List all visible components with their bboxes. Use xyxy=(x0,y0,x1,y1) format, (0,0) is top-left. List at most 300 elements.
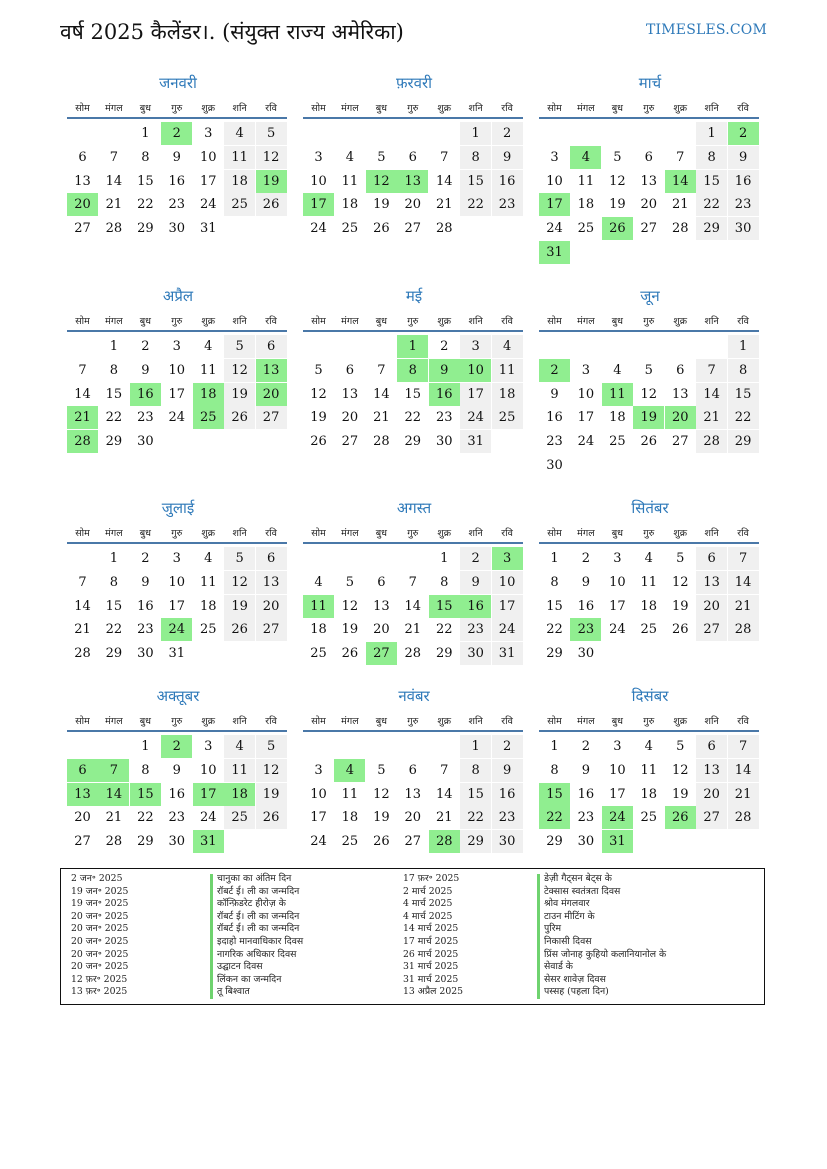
day-cell: 23 xyxy=(728,193,759,216)
day-cell: 8 xyxy=(728,359,759,382)
weekday-header: गुरु xyxy=(171,528,183,539)
day-cell: 16 xyxy=(492,170,523,193)
day-cell: 29 xyxy=(696,217,727,240)
day-cell: 27 xyxy=(671,434,689,450)
day-cell: 18 xyxy=(199,598,217,614)
month-name: जनवरी xyxy=(159,74,197,92)
month-name: अक्तूबर xyxy=(156,687,200,705)
day-cell: 28 xyxy=(728,806,759,829)
note-date: 2 जन॰ 2025 xyxy=(71,873,123,884)
day-cell: 5 xyxy=(377,762,386,778)
day-cell: 6 xyxy=(67,759,98,782)
day-cell: 29 xyxy=(105,646,123,662)
weekday-header: गुरु xyxy=(643,528,655,539)
weekday-header: रवि xyxy=(265,528,277,539)
day-cell: 9 xyxy=(581,574,591,590)
day-cell: 10 xyxy=(460,359,491,382)
day-cell: 30 xyxy=(137,434,154,450)
day-cell: 27 xyxy=(256,618,287,641)
day-cell: 13 xyxy=(373,598,390,614)
day-cell: 15 xyxy=(429,595,460,618)
month-block xyxy=(67,498,289,688)
weekday-header: बुध xyxy=(375,528,387,539)
weekday-header: गुरु xyxy=(171,103,183,114)
day-cell: 21 xyxy=(404,622,422,638)
day-cell: 4 xyxy=(570,146,601,169)
month-name: मार्च xyxy=(638,74,662,92)
day-cell: 14 xyxy=(728,571,759,594)
day-cell: 16 xyxy=(460,595,491,618)
day-cell: 24 xyxy=(310,221,327,237)
day-cell: 1 xyxy=(460,122,491,145)
day-cell: 28 xyxy=(373,434,390,450)
day-cell: 6 xyxy=(408,149,417,165)
day-cell: 28 xyxy=(728,618,759,641)
day-cell: 16 xyxy=(577,786,595,802)
day-cell: 11 xyxy=(199,574,217,590)
month-block xyxy=(539,286,761,476)
day-cell: 29 xyxy=(546,834,563,850)
day-cell: 20 xyxy=(373,622,390,638)
day-cell: 30 xyxy=(546,458,563,473)
day-cell: 25 xyxy=(199,622,217,638)
month-block xyxy=(303,73,525,263)
day-cell: 9 xyxy=(492,759,523,782)
day-cell: 4 xyxy=(345,149,355,165)
day-cell: 15 xyxy=(137,173,154,189)
day-cell: 16 xyxy=(130,383,161,406)
month-block xyxy=(67,686,289,876)
day-cell: 12 xyxy=(609,173,626,189)
day-cell: 26 xyxy=(224,618,255,641)
day-cell: 9 xyxy=(429,359,460,382)
note-date: 4 मार्च 2025 xyxy=(403,898,453,910)
header-divider xyxy=(67,730,287,732)
day-cell: 28 xyxy=(404,646,422,662)
day-cell: 7 xyxy=(728,547,759,570)
day-cell: 21 xyxy=(435,810,453,826)
page-title: वर्ष 2025 कैलेंडर।. (संयुक्त राज्य अमेरिका) xyxy=(60,20,404,44)
note-date: 14 मार्च 2025 xyxy=(403,923,459,935)
day-cell: 7 xyxy=(676,149,685,165)
day-cell: 30 xyxy=(728,217,759,240)
day-cell: 12 xyxy=(671,762,689,778)
day-cell: 4 xyxy=(224,122,255,145)
day-cell: 20 xyxy=(696,595,727,618)
weekday-header: गुरु xyxy=(643,316,655,327)
weekday-header: बुध xyxy=(611,716,623,727)
day-cell: 18 xyxy=(609,410,626,426)
month-block xyxy=(303,686,525,876)
day-cell: 13 xyxy=(696,759,727,782)
day-cell: 8 xyxy=(460,146,491,169)
day-cell: 9 xyxy=(460,571,491,594)
day-cell: 25 xyxy=(492,406,523,429)
day-cell: 21 xyxy=(671,197,689,213)
day-cell: 14 xyxy=(696,383,727,406)
day-cell: 21 xyxy=(74,622,91,638)
day-cell: 20 xyxy=(67,193,98,216)
day-cell: 11 xyxy=(602,383,633,406)
day-cell: 14 xyxy=(404,598,422,614)
day-cell: 25 xyxy=(341,834,359,850)
day-cell: 23 xyxy=(492,193,523,216)
day-cell: 18 xyxy=(577,197,595,213)
day-cell: 5 xyxy=(256,735,287,758)
day-cell: 27 xyxy=(74,221,91,237)
weekday-header: मंगल xyxy=(105,528,123,539)
note-date: 20 जन॰ 2025 xyxy=(71,961,129,973)
header-divider xyxy=(539,730,759,732)
day-cell: 5 xyxy=(314,362,323,378)
day-cell: 31 xyxy=(602,830,633,853)
weekday-header: गुरु xyxy=(407,316,419,327)
day-cell: 10 xyxy=(577,386,595,402)
day-cell: 8 xyxy=(141,149,150,165)
weekday-header: सोम xyxy=(547,716,562,727)
day-cell: 14 xyxy=(665,170,696,193)
day-cell: 17 xyxy=(168,598,186,614)
day-cell: 3 xyxy=(613,551,622,566)
day-cell: 2 xyxy=(728,122,759,145)
day-cell: 23 xyxy=(137,622,154,638)
day-cell: 14 xyxy=(435,786,453,802)
day-cell: 1 xyxy=(397,335,428,358)
day-cell: 12 xyxy=(366,170,397,193)
day-cell: 24 xyxy=(546,221,563,237)
day-cell: 10 xyxy=(310,786,327,802)
day-cell: 19 xyxy=(373,810,390,826)
weekday-header: गुरु xyxy=(171,316,183,327)
weekday-header: मंगल xyxy=(341,316,359,327)
day-cell: 8 xyxy=(109,362,119,378)
note-event: कॉन्फ़िडरेट हीरोज़ के xyxy=(217,898,286,910)
header-divider xyxy=(303,330,523,332)
day-cell: 15 xyxy=(460,170,491,193)
day-cell: 9 xyxy=(172,149,181,165)
weekday-header: शुक्र xyxy=(437,716,452,727)
day-cell: 30 xyxy=(168,834,186,850)
day-cell: 10 xyxy=(609,762,626,778)
header-divider xyxy=(539,542,759,544)
weekday-header: सोम xyxy=(311,528,326,539)
weekday-header: सोम xyxy=(75,528,90,539)
note-event: डेज़ी गैट्सन बेट्स के xyxy=(544,873,612,884)
day-cell: 18 xyxy=(224,783,255,806)
day-cell: 2 xyxy=(440,339,449,354)
weekday-header: शुक्र xyxy=(673,103,688,114)
day-cell: 7 xyxy=(408,574,417,590)
header-divider xyxy=(67,542,287,544)
day-cell: 18 xyxy=(492,383,523,406)
day-cell: 15 xyxy=(130,783,161,806)
weekday-header: सोम xyxy=(547,316,562,327)
day-cell: 27 xyxy=(404,221,422,237)
day-cell: 21 xyxy=(105,197,123,213)
day-cell: 1 xyxy=(141,126,150,141)
day-cell: 17 xyxy=(609,786,626,802)
day-cell: 17 xyxy=(577,410,595,426)
day-cell: 24 xyxy=(609,622,626,638)
weekday-header: शनि xyxy=(468,716,483,727)
note-event: रॉबर्ट ई। ली का जन्मदिन xyxy=(217,910,300,922)
day-cell: 27 xyxy=(366,642,397,665)
day-cell: 8 xyxy=(550,762,559,778)
weekday-header: रवि xyxy=(265,716,277,727)
day-cell: 22 xyxy=(105,410,123,426)
day-cell: 6 xyxy=(78,149,87,165)
day-cell: 23 xyxy=(435,410,453,426)
day-cell: 11 xyxy=(577,173,595,189)
weekday-header: मंगल xyxy=(577,316,595,327)
day-cell: 13 xyxy=(67,783,98,806)
day-cell: 30 xyxy=(492,830,523,853)
day-cell: 5 xyxy=(644,362,653,378)
weekday-header: रवि xyxy=(265,103,277,114)
note-date: 17 मार्च 2025 xyxy=(403,935,459,947)
day-cell: 10 xyxy=(168,574,186,590)
day-cell: 18 xyxy=(310,622,327,638)
day-cell: 26 xyxy=(341,646,359,662)
day-cell: 29 xyxy=(460,830,491,853)
day-cell: 2 xyxy=(581,739,591,754)
day-cell: 26 xyxy=(671,622,689,638)
day-cell: 19 xyxy=(256,783,287,806)
day-cell: 10 xyxy=(168,362,186,378)
day-cell: 14 xyxy=(728,759,759,782)
day-cell: 15 xyxy=(105,386,123,402)
day-cell: 30 xyxy=(137,646,154,662)
weekday-header: बुध xyxy=(611,316,623,327)
day-cell: 14 xyxy=(435,173,453,189)
note-event: सेसर शावेज़ दिवस xyxy=(544,973,606,985)
day-cell: 30 xyxy=(577,834,595,850)
note-event: पस्सह (पहला दिन) xyxy=(544,986,609,998)
day-cell: 16 xyxy=(429,383,460,406)
note-event: निकासी दिवस xyxy=(544,935,592,947)
day-cell: 11 xyxy=(199,362,217,378)
day-cell: 9 xyxy=(141,362,150,378)
day-cell: 28 xyxy=(105,834,123,850)
day-cell: 31 xyxy=(193,830,224,853)
weekday-header: बुध xyxy=(611,528,623,539)
day-cell: 19 xyxy=(256,170,287,193)
notes-divider-2 xyxy=(537,874,540,999)
day-cell: 2 xyxy=(460,547,491,570)
day-cell: 22 xyxy=(539,806,570,829)
month-name: फ़रवरी xyxy=(395,74,433,92)
day-cell: 3 xyxy=(550,149,559,165)
note-event: रॉबर्ट ई। ली का जन्मदिन xyxy=(217,923,300,935)
day-cell: 3 xyxy=(492,547,523,570)
weekday-header: शुक्र xyxy=(673,716,688,727)
day-cell: 24 xyxy=(199,810,217,826)
day-cell: 18 xyxy=(193,383,224,406)
day-cell: 16 xyxy=(168,786,186,802)
day-cell: 15 xyxy=(105,598,123,614)
day-cell: 17 xyxy=(303,193,334,216)
day-cell: 21 xyxy=(105,810,123,826)
weekday-header: सोम xyxy=(75,103,90,114)
day-cell: 13 xyxy=(256,359,287,382)
day-cell: 12 xyxy=(310,386,327,402)
day-cell: 13 xyxy=(397,170,428,193)
day-cell: 24 xyxy=(168,410,186,426)
month-name: जून xyxy=(640,287,660,305)
weekday-header: शुक्र xyxy=(201,528,216,539)
month-name: सितंबर xyxy=(631,499,669,517)
weekday-header: शनि xyxy=(704,103,719,114)
day-cell: 31 xyxy=(539,241,570,264)
day-cell: 29 xyxy=(105,434,123,450)
day-cell: 7 xyxy=(78,574,87,590)
day-cell: 28 xyxy=(671,221,689,237)
note-date: 19 जन॰ 2025 xyxy=(71,885,129,897)
day-cell: 26 xyxy=(256,193,287,216)
month-block xyxy=(303,286,525,476)
weekday-header: गुरु xyxy=(643,103,655,114)
weekday-header: शनि xyxy=(704,716,719,727)
day-cell: 27 xyxy=(696,618,727,641)
day-cell: 20 xyxy=(404,810,422,826)
day-cell: 10 xyxy=(310,173,327,189)
day-cell: 18 xyxy=(341,197,359,213)
weekday-header: रवि xyxy=(265,316,277,327)
day-cell: 4 xyxy=(644,739,653,754)
note-date: 20 जन॰ 2025 xyxy=(71,923,129,935)
weekday-header: शुक्र xyxy=(201,716,216,727)
weekday-header: रवि xyxy=(501,103,513,114)
day-cell: 2 xyxy=(141,551,150,566)
day-cell: 11 xyxy=(341,173,359,189)
day-cell: 28 xyxy=(105,221,123,237)
day-cell: 21 xyxy=(696,406,727,429)
day-cell: 17 xyxy=(609,598,626,614)
day-cell: 27 xyxy=(640,221,658,237)
day-cell: 17 xyxy=(199,173,217,189)
day-cell: 25 xyxy=(224,193,255,216)
day-cell: 3 xyxy=(581,362,591,378)
day-cell: 20 xyxy=(256,383,287,406)
day-cell: 2 xyxy=(161,122,192,145)
month-name: मई xyxy=(405,287,423,305)
header-divider xyxy=(303,730,523,732)
weekday-header: बुध xyxy=(611,103,623,114)
weekday-header: मंगल xyxy=(577,103,595,114)
day-cell: 7 xyxy=(78,362,87,378)
note-event: टाउन मीटिंग के xyxy=(544,910,595,922)
day-cell: 2 xyxy=(539,359,570,382)
day-cell: 30 xyxy=(460,642,491,665)
weekday-header: शुक्र xyxy=(437,528,452,539)
day-cell: 22 xyxy=(546,622,563,638)
month-block xyxy=(67,286,289,476)
day-cell: 12 xyxy=(341,598,359,614)
day-cell: 25 xyxy=(224,806,255,829)
day-cell: 12 xyxy=(256,759,287,782)
note-date: 17 फ़र॰ 2025 xyxy=(403,873,460,884)
day-cell: 26 xyxy=(665,806,696,829)
day-cell: 2 xyxy=(492,735,523,758)
day-cell: 19 xyxy=(224,383,255,406)
weekday-header: शुक्र xyxy=(201,316,216,327)
day-cell: 24 xyxy=(602,806,633,829)
note-date: 13 अप्रैल 2025 xyxy=(403,986,464,998)
day-cell: 29 xyxy=(404,434,422,450)
note-date: 12 फ़र॰ 2025 xyxy=(71,973,128,985)
day-cell: 30 xyxy=(168,221,186,237)
day-cell: 1 xyxy=(109,339,119,354)
header-divider xyxy=(303,117,523,119)
header-divider xyxy=(539,330,759,332)
day-cell: 20 xyxy=(74,810,91,826)
day-cell: 16 xyxy=(577,598,595,614)
weekday-header: शनि xyxy=(232,316,247,327)
day-cell: 11 xyxy=(640,574,658,590)
day-cell: 14 xyxy=(74,598,91,614)
day-cell: 17 xyxy=(168,386,186,402)
day-cell: 26 xyxy=(640,434,658,450)
day-cell: 26 xyxy=(310,434,327,450)
day-cell: 13 xyxy=(74,173,91,189)
day-cell: 10 xyxy=(199,149,217,165)
day-cell: 30 xyxy=(435,434,453,450)
weekday-header: शनि xyxy=(468,316,483,327)
day-cell: 5 xyxy=(676,551,685,566)
day-cell: 10 xyxy=(492,571,523,594)
day-cell: 23 xyxy=(546,434,563,450)
day-cell: 21 xyxy=(435,197,453,213)
day-cell: 11 xyxy=(303,595,334,618)
month-name: अगस्त xyxy=(396,499,432,517)
month-name: जुलाई xyxy=(161,499,195,517)
month-block xyxy=(67,73,289,263)
day-cell: 23 xyxy=(168,197,186,213)
day-cell: 7 xyxy=(696,359,727,382)
day-cell: 10 xyxy=(546,173,563,189)
day-cell: 15 xyxy=(696,170,727,193)
day-cell: 3 xyxy=(204,126,213,141)
weekday-header: रवि xyxy=(737,316,749,327)
day-cell: 5 xyxy=(345,574,355,590)
notes-dates-column-2 xyxy=(403,873,463,999)
day-cell: 12 xyxy=(671,574,689,590)
site-link[interactable]: TIMESLES.COM xyxy=(646,22,767,38)
note-date: 20 जन॰ 2025 xyxy=(71,910,129,922)
day-cell: 2 xyxy=(161,735,192,758)
note-date: 26 मार्च 2025 xyxy=(403,948,459,960)
day-cell: 31 xyxy=(492,642,523,665)
day-cell: 12 xyxy=(224,571,255,594)
day-cell: 1 xyxy=(550,739,559,754)
day-cell: 17 xyxy=(310,810,327,826)
day-cell: 23 xyxy=(460,618,491,641)
day-cell: 25 xyxy=(577,221,595,237)
weekday-header: मंगल xyxy=(577,528,595,539)
month-block xyxy=(539,73,761,263)
day-cell: 12 xyxy=(224,359,255,382)
day-cell: 6 xyxy=(696,735,727,758)
day-cell: 16 xyxy=(728,170,759,193)
day-cell: 16 xyxy=(492,783,523,806)
day-cell: 3 xyxy=(314,762,323,778)
day-cell: 13 xyxy=(341,386,359,402)
day-cell: 29 xyxy=(137,221,154,237)
weekday-header: सोम xyxy=(547,528,562,539)
note-date: 13 फ़र॰ 2025 xyxy=(71,986,128,998)
day-cell: 8 xyxy=(550,574,559,590)
day-cell: 28 xyxy=(696,430,727,453)
